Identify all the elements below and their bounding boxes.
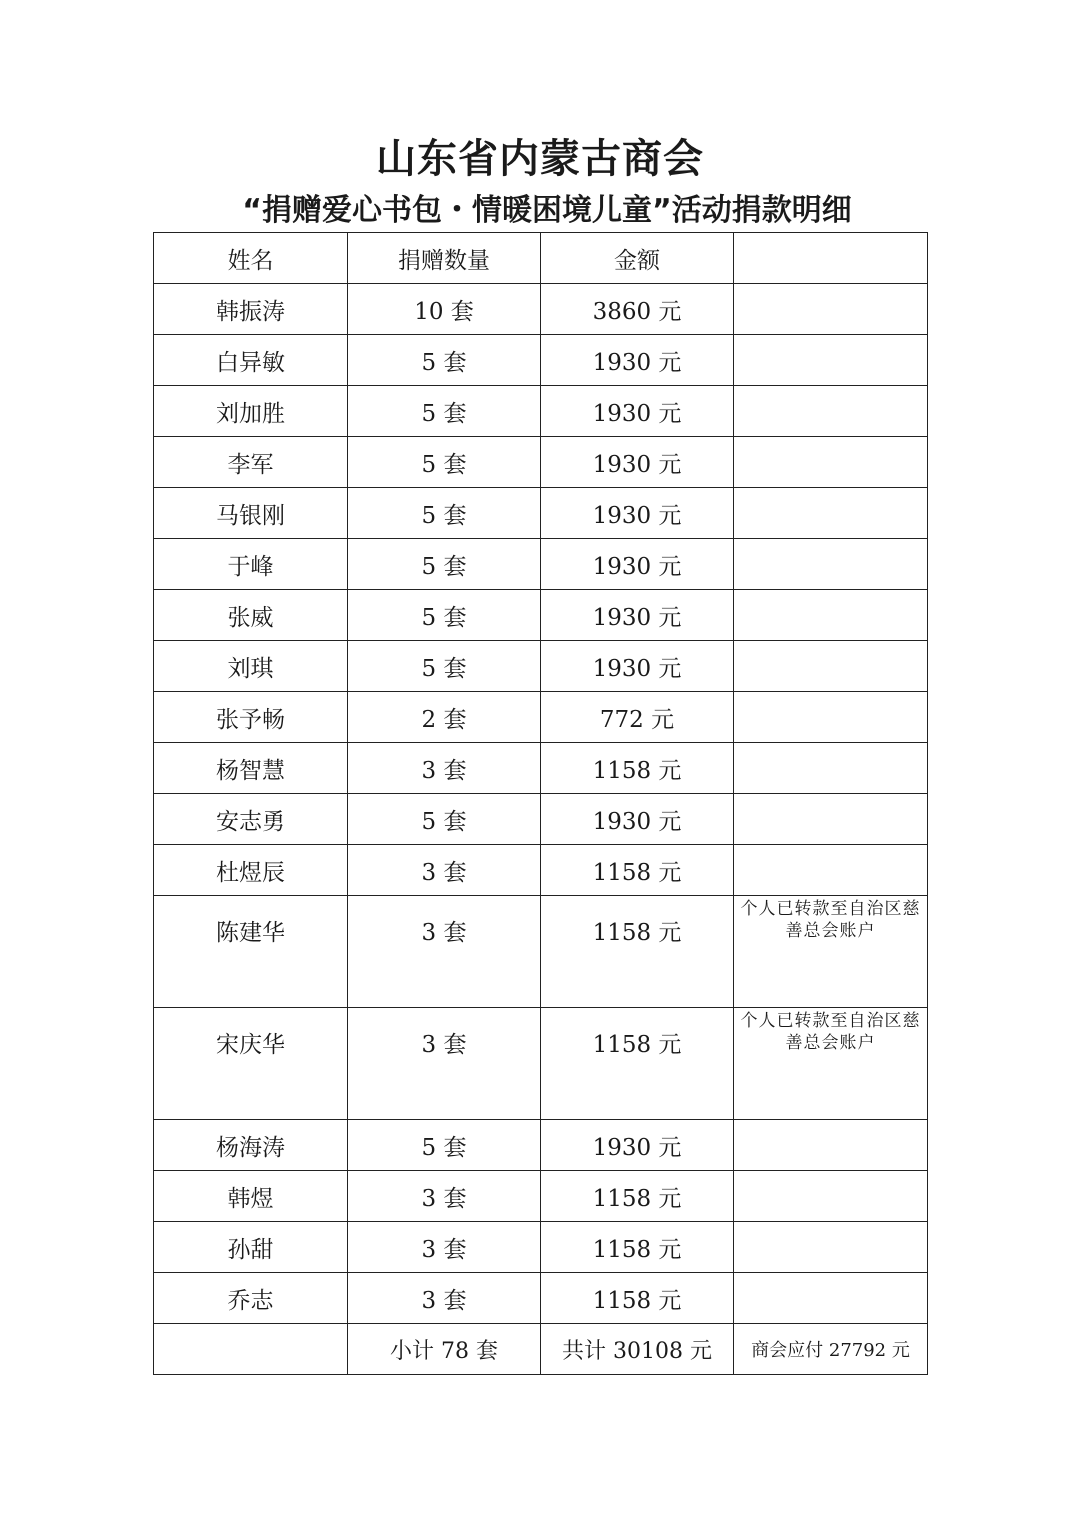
table-row xyxy=(154,335,928,386)
document-title: 山东省内蒙古商会 xyxy=(376,136,704,182)
cell-amount: 1158 元 xyxy=(541,845,734,896)
cell-name: 李军 xyxy=(154,437,348,488)
cell-quantity: 3 套 xyxy=(348,1222,541,1273)
cell-amount: 1158 元 xyxy=(541,1273,734,1324)
cell-quantity: 5 套 xyxy=(348,641,541,692)
cell-note xyxy=(734,1171,928,1222)
table-row xyxy=(154,488,928,539)
table-row xyxy=(154,437,928,488)
cell-amount: 1930 元 xyxy=(541,590,734,641)
cell-note xyxy=(734,794,928,845)
cell-name: 刘加胜 xyxy=(154,386,348,437)
cell-note xyxy=(734,335,928,386)
cell-quantity: 5 套 xyxy=(348,437,541,488)
cell-quantity: 5 套 xyxy=(348,794,541,845)
cell-note xyxy=(734,692,928,743)
cell-amount: 1158 元 xyxy=(541,1008,734,1120)
cell-note: 个人已转款至自治区慈善总会账户 xyxy=(734,1008,928,1120)
summary-name xyxy=(154,1324,348,1375)
cell-note xyxy=(734,488,928,539)
cell-name: 杨海涛 xyxy=(154,1120,348,1171)
cell-quantity: 5 套 xyxy=(348,488,541,539)
cell-amount: 1158 元 xyxy=(541,1171,734,1222)
header-note xyxy=(734,233,928,284)
cell-note xyxy=(734,386,928,437)
cell-quantity: 5 套 xyxy=(348,590,541,641)
cell-name: 韩煜 xyxy=(154,1171,348,1222)
cell-note xyxy=(734,641,928,692)
cell-name: 于峰 xyxy=(154,539,348,590)
cell-quantity: 5 套 xyxy=(348,386,541,437)
cell-name: 张予畅 xyxy=(154,692,348,743)
table-row xyxy=(154,590,928,641)
summary-row xyxy=(154,1324,928,1375)
table-row xyxy=(154,1222,928,1273)
cell-quantity: 5 套 xyxy=(348,1120,541,1171)
cell-note xyxy=(734,743,928,794)
header-name: 姓名 xyxy=(154,233,348,284)
cell-name: 孙甜 xyxy=(154,1222,348,1273)
table-row xyxy=(154,896,928,1008)
cell-note xyxy=(734,1222,928,1273)
table-row xyxy=(154,1171,928,1222)
cell-amount: 1930 元 xyxy=(541,1120,734,1171)
cell-amount: 1930 元 xyxy=(541,794,734,845)
cell-amount: 1158 元 xyxy=(541,896,734,1008)
cell-quantity: 5 套 xyxy=(348,539,541,590)
table-row xyxy=(154,845,928,896)
cell-amount: 1930 元 xyxy=(541,539,734,590)
cell-quantity: 10 套 xyxy=(348,284,541,335)
table-header-row xyxy=(154,233,928,284)
cell-amount: 1158 元 xyxy=(541,1222,734,1273)
cell-amount: 1930 元 xyxy=(541,437,734,488)
cell-quantity: 3 套 xyxy=(348,743,541,794)
cell-note: 个人已转款至自治区慈善总会账户 xyxy=(734,896,928,1008)
header-amount: 金额 xyxy=(541,233,734,284)
table-row xyxy=(154,794,928,845)
cell-amount: 3860 元 xyxy=(541,284,734,335)
document-subtitle: “捐赠爱心书包・情暖困境儿童”活动捐款明细 xyxy=(242,193,852,228)
cell-note xyxy=(734,845,928,896)
cell-name: 马银刚 xyxy=(154,488,348,539)
cell-note xyxy=(734,1273,928,1324)
summary-note: 商会应付 27792 元 xyxy=(734,1324,928,1375)
table-row xyxy=(154,1008,928,1120)
cell-note xyxy=(734,539,928,590)
table-row xyxy=(154,539,928,590)
summary-quantity: 小计 78 套 xyxy=(348,1324,541,1375)
cell-amount: 772 元 xyxy=(541,692,734,743)
cell-name: 杜煜辰 xyxy=(154,845,348,896)
cell-quantity: 3 套 xyxy=(348,1008,541,1120)
cell-amount: 1930 元 xyxy=(541,386,734,437)
cell-name: 安志勇 xyxy=(154,794,348,845)
cell-note xyxy=(734,284,928,335)
cell-amount: 1930 元 xyxy=(541,488,734,539)
table-row xyxy=(154,1273,928,1324)
cell-name: 乔志 xyxy=(154,1273,348,1324)
cell-quantity: 3 套 xyxy=(348,845,541,896)
table-row xyxy=(154,1120,928,1171)
cell-amount: 1930 元 xyxy=(541,641,734,692)
cell-quantity: 3 套 xyxy=(348,896,541,1008)
cell-name: 宋庆华 xyxy=(154,1008,348,1120)
cell-name: 白异敏 xyxy=(154,335,348,386)
cell-name: 陈建华 xyxy=(154,896,348,1008)
table-row xyxy=(154,386,928,437)
cell-quantity: 2 套 xyxy=(348,692,541,743)
header-quantity: 捐赠数量 xyxy=(348,233,541,284)
cell-note xyxy=(734,437,928,488)
cell-amount: 1930 元 xyxy=(541,335,734,386)
cell-amount: 1158 元 xyxy=(541,743,734,794)
cell-name: 刘琪 xyxy=(154,641,348,692)
cell-name: 张威 xyxy=(154,590,348,641)
table-row xyxy=(154,641,928,692)
donation-table xyxy=(153,232,928,1375)
cell-note xyxy=(734,1120,928,1171)
summary-amount: 共计 30108 元 xyxy=(541,1324,734,1375)
table-row xyxy=(154,284,928,335)
table-row xyxy=(154,743,928,794)
table-row xyxy=(154,692,928,743)
cell-quantity: 3 套 xyxy=(348,1171,541,1222)
cell-quantity: 3 套 xyxy=(348,1273,541,1324)
cell-quantity: 5 套 xyxy=(348,335,541,386)
cell-name: 杨智慧 xyxy=(154,743,348,794)
cell-name: 韩振涛 xyxy=(154,284,348,335)
cell-note xyxy=(734,590,928,641)
